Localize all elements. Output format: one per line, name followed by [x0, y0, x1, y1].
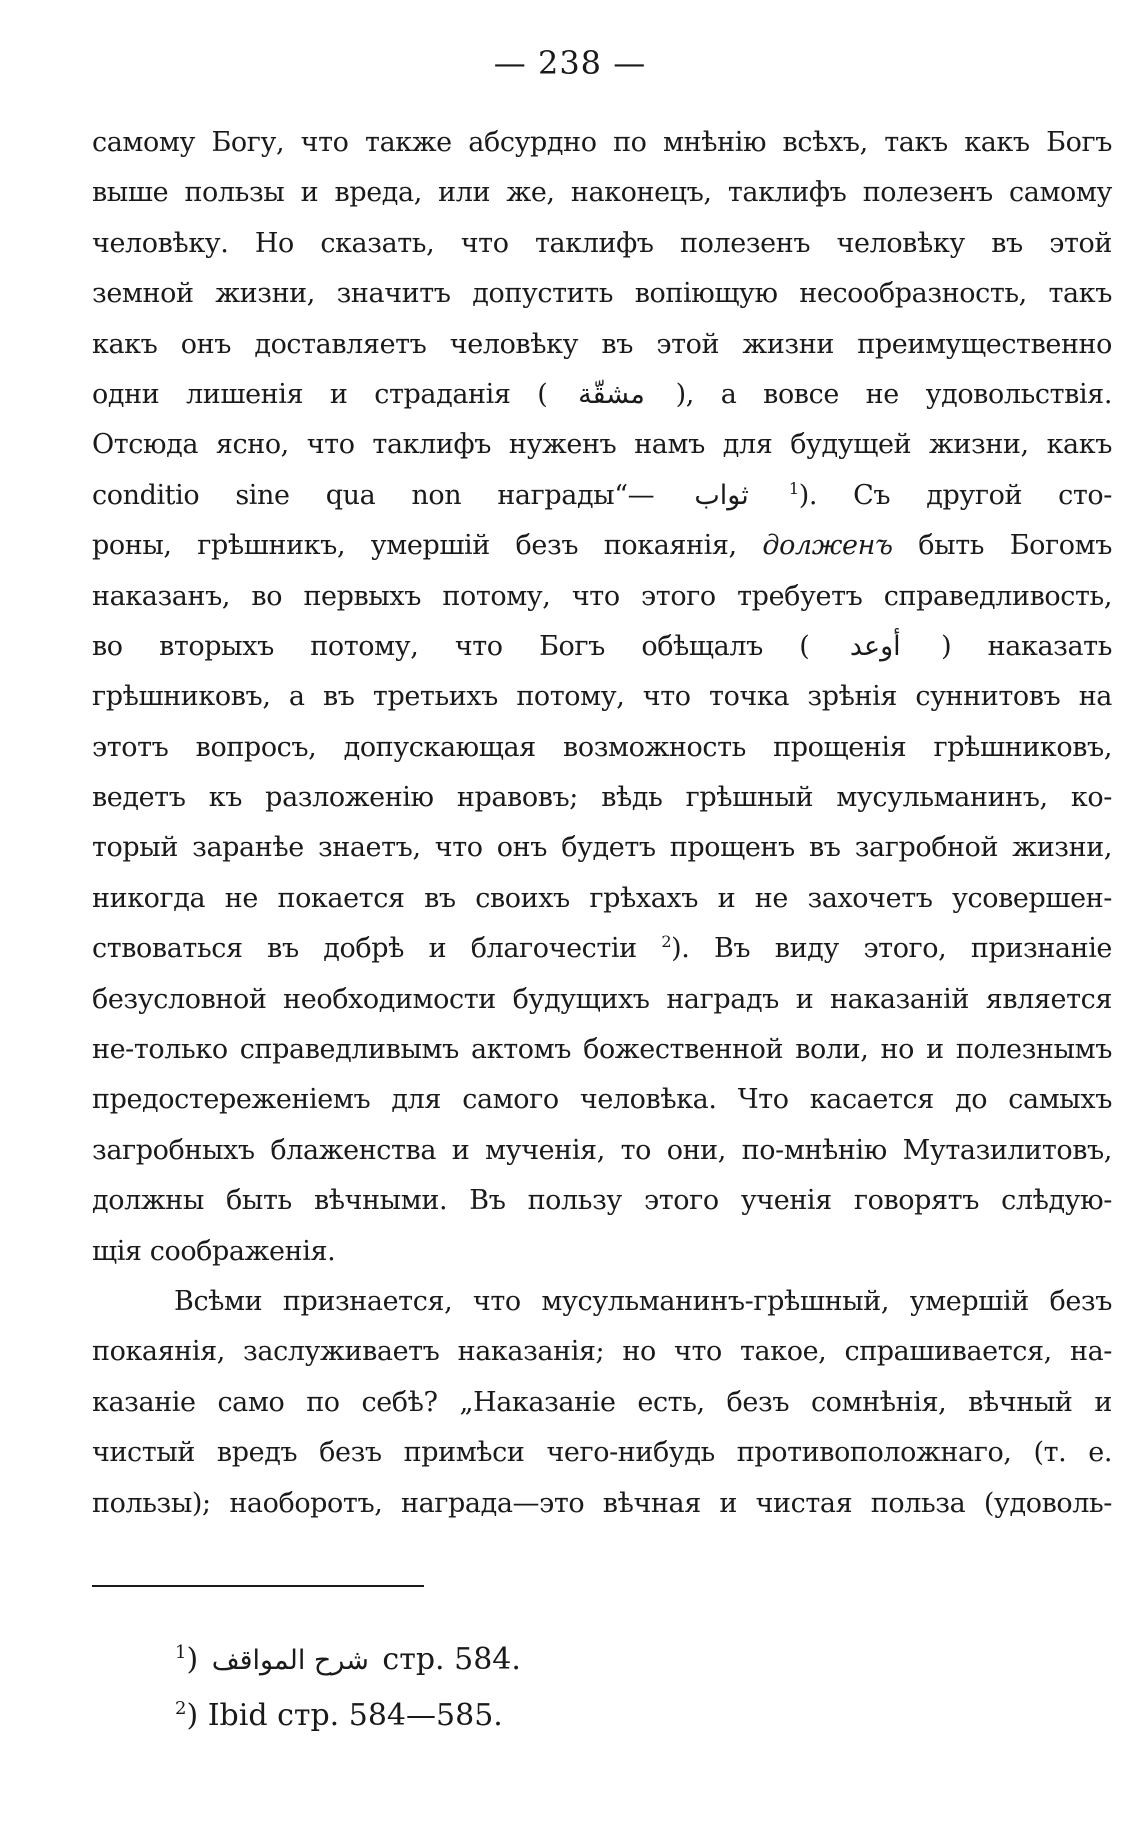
text-run: никогда не покается въ своихъ грѣхахъ и не захочетъ усовершен- — [92, 882, 1112, 914]
footnote-marker-number: 2 — [175, 1698, 187, 1719]
footnote-marker — [175, 1642, 186, 1677]
text-line — [92, 219, 1112, 269]
text-line — [92, 924, 1112, 974]
footnote-reference: 2 — [661, 932, 672, 952]
text-line — [92, 370, 1112, 420]
text-run: во вторыхъ потому, что Богъ обѣщалъ ( — [92, 630, 846, 662]
text-run — [753, 480, 789, 511]
text-line — [92, 723, 1112, 773]
footnote-divider — [92, 1585, 424, 1587]
text-line — [92, 521, 1112, 571]
text-line — [92, 118, 1112, 168]
text-run: conditio sine qua non награды“— — [92, 479, 691, 511]
text-run: чистый вредъ безъ примѣси чего-нибудь противоположнаго, (т. е. — [92, 1437, 1112, 1469]
text-line — [92, 672, 1112, 722]
page-number: — 238 — — [493, 44, 647, 82]
text-line — [92, 168, 1112, 218]
text-run: ) наказать — [904, 630, 1113, 662]
text-run: покаянія, заслуживаетъ наказанія; но что такое, спрашивается, на- — [92, 1336, 1112, 1368]
text-run: предостереженіемъ для самого человѣка. Что касается до самыхъ — [92, 1084, 1112, 1116]
text-line — [92, 420, 1112, 470]
text-line — [92, 1176, 1112, 1226]
text-line — [92, 1025, 1112, 1075]
text-line — [92, 823, 1112, 873]
arabic-term: شرح المواقف — [211, 1645, 369, 1676]
text-line — [92, 1428, 1112, 1478]
footnote-reference: 1 — [788, 478, 799, 498]
text-line — [92, 471, 1112, 521]
footnote-marker-number: 1 — [175, 1642, 187, 1663]
text-run: безусловной необходимости будущихъ наградъ и наказаній является — [92, 983, 1112, 1015]
text-line — [92, 1277, 1112, 1327]
footnotes — [175, 1632, 1075, 1743]
text-run: человѣку. Но сказать, что таклифъ полезенъ человѣку въ этой — [92, 227, 1112, 259]
text-run: пользы); наоборотъ, награда—это вѣчная и чистая польза (удоволь- — [92, 1487, 1112, 1519]
text-run: земной жизни, значитъ допустить вопіющую несообразность, такъ — [92, 278, 1112, 310]
text-line — [92, 1327, 1112, 1377]
footnote-marker — [175, 1698, 186, 1733]
text-line — [92, 269, 1112, 319]
footnote-1 — [175, 1632, 1075, 1688]
text-run: ) — [186, 1642, 208, 1677]
text-run: грѣшниковъ, а въ третьихъ потому, что точка зрѣнія суннитовъ на — [92, 681, 1112, 713]
text-run: этотъ вопросъ, допускающая возможность прощенія грѣшниковъ, — [92, 731, 1112, 763]
text-run: казаніе само по себѣ? „Наказаніе есть, безъ сомнѣнія, вѣчный и — [92, 1386, 1112, 1418]
text-run: ), а вовсе не удовольствія. — [648, 378, 1112, 410]
arabic-term: أوعد — [849, 630, 901, 662]
text-run: наказанъ, во первыхъ потому, что этого требуетъ справедливость, — [92, 580, 1112, 612]
main-text — [92, 118, 1112, 1529]
text-run: стр. 584. — [372, 1642, 521, 1677]
text-line — [92, 320, 1112, 370]
text-run: загробныхъ блаженства и мученія, то они, по-мнѣнію Мутазилитовъ, — [92, 1134, 1112, 1166]
text-run: быть Богомъ — [892, 530, 1112, 562]
text-run: Отсюда ясно, что таклифъ нуженъ намъ для будущей жизни, какъ — [92, 429, 1112, 461]
text-run: Всѣми признается, что мусульманинъ-грѣшный, умершій безъ — [174, 1285, 1112, 1317]
arabic-term: ثواب — [694, 479, 749, 511]
text-line — [92, 1479, 1112, 1529]
text-line — [92, 1126, 1112, 1176]
text-run: самому Богу, что также абсурдно по мнѣнію всѣхъ, такъ какъ Богъ — [92, 127, 1112, 158]
text-run: роны, грѣшникъ, умершій безъ покаянія, — [92, 530, 763, 562]
text-line — [92, 572, 1112, 622]
text-run: какъ онъ доставляетъ человѣку въ этой жизни преимущественно — [92, 328, 1112, 360]
text-run: выше пользы и вреда, или же, наконецъ, таклифъ полезенъ самому — [92, 177, 1112, 209]
text-line — [92, 874, 1112, 924]
text-run: одни лишенія и страданія ( — [92, 378, 575, 410]
text-run: ) Ibid стр. 584—585. — [186, 1698, 503, 1733]
text-run: ). Съ другой сто- — [798, 479, 1113, 511]
text-line — [92, 622, 1112, 672]
arabic-term: مشقّة — [578, 378, 645, 410]
text-line — [92, 773, 1112, 823]
emphasized-word: долженъ — [762, 530, 893, 562]
text-line — [92, 1227, 1112, 1277]
text-run: не-только справедливымъ актомъ божественной воли, но и полезнымъ — [92, 1034, 1112, 1066]
text-run: ствоваться въ добрѣ и благочестіи — [92, 933, 662, 965]
text-line — [92, 975, 1112, 1025]
text-run: ведетъ къ разложенію нравовъ; вѣдь грѣшный мусульманинъ, ко- — [92, 782, 1112, 814]
text-line — [92, 1378, 1112, 1428]
footnote-2 — [175, 1688, 1075, 1743]
text-run: торый заранѣе знаетъ, что онъ будетъ прощенъ въ загробной жизни, — [92, 832, 1112, 864]
text-run: щія соображенія. — [92, 1235, 336, 1267]
text-run: должны быть вѣчными. Въ пользу этого ученія говорятъ слѣдую- — [92, 1185, 1112, 1217]
text-line — [92, 1075, 1112, 1125]
text-run: ). Въ виду этого, признаніе — [671, 933, 1113, 965]
